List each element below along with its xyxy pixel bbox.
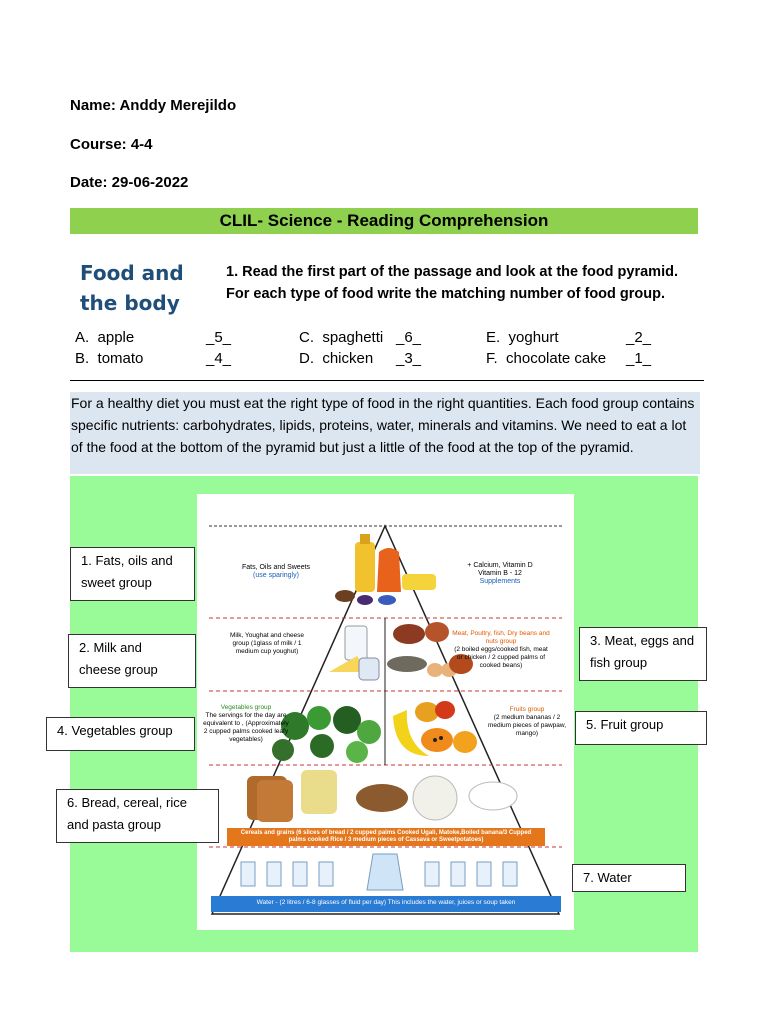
- oil-bottle-shape: [355, 542, 375, 592]
- supplements-label: + Calcium, Vitamin D Vitamin B - 12 Supplements: [467, 562, 533, 585]
- fats-label: Fats, Oils and Sweets (use sparingly): [241, 564, 311, 579]
- logo-line-2: the body: [80, 291, 180, 315]
- section-banner: CLIL- Science - Reading Comprehension: [70, 208, 698, 234]
- answer-f-value: _1_: [626, 350, 652, 367]
- instruction: 1. Read the first part of the passage and look at the food pyramid. For each type of food write the matching number of food group.: [226, 264, 678, 302]
- answer-d-value: _3_: [396, 350, 422, 367]
- milk-label: Milk, Youghat and cheese group (1glass of milk / 1 medium cup youghut): [229, 632, 305, 655]
- answer-a-value: _5_: [206, 329, 232, 346]
- label-water-group: 7. Water: [572, 864, 686, 892]
- cereals-label: Cereals and grains (6 slices of bread / 2 cupped palms Cooked Ugali, Matoke,Boiled banana/3 Cupped palms cooked Rice / 3 medium pieces of Cassava or Sweetpotatoes): [240, 830, 532, 843]
- label-bread-group: 6. Bread, cereal, rice and pasta group: [56, 789, 219, 843]
- water-jug-shape: [367, 854, 403, 890]
- answer-f: F. chocolate cake: [486, 350, 607, 367]
- answer-e-value: _2_: [626, 329, 652, 346]
- answer-b: B. tomato: [75, 350, 144, 367]
- banana-bunch-shape: [301, 770, 337, 814]
- soda-bottle-shape: [377, 548, 401, 592]
- label-fats-group: 1. Fats, oils and sweet group: [70, 547, 195, 601]
- student-name: Name: Anddy Merejildo: [70, 97, 237, 114]
- milk-glass-shape: [345, 626, 367, 660]
- label-meat-group: 3. Meat, eggs and fish group: [579, 627, 707, 681]
- meat-label: Meat, Poultry, fish, Dry beans and nuts group (2 boiled eggs/cooked fish, meat or chicken / 2 cupped palms of cooked beans): [452, 630, 550, 669]
- rice-bowl-shape: [469, 782, 517, 810]
- divider-line: [70, 380, 704, 381]
- course: Course: 4-4: [70, 136, 153, 153]
- ugali-shape: [413, 776, 457, 820]
- answer-c-value: _6_: [396, 329, 422, 346]
- answer-b-value: _4_: [206, 350, 232, 367]
- answer-e: E. yoghurt: [486, 329, 559, 346]
- vegetables-label: Vegetables group The servings for the day are equivalent to , (Approximately 2 cupped palms cooked leafy vegetables): [203, 704, 289, 743]
- logo-line-1: Food and: [80, 261, 184, 285]
- fish-shape: [387, 656, 427, 672]
- food-pyramid-image: [197, 494, 574, 930]
- label-milk-group: 2. Milk and cheese group: [68, 634, 196, 688]
- food-and-body-logo: [80, 258, 215, 318]
- label-fruit-group: 5. Fruit group: [575, 711, 707, 745]
- reading-passage: For a healthy diet you must eat the right type of food in the right quantities. Each food group contains specific nutrients: carbohydrates, lipids, proteins, water, minerals and vitamins. We need to eat a lot of the food at the bottom of the pyramid but just a little of the food at the top of the pyramid.: [70, 392, 700, 474]
- answer-d: D. chicken: [299, 350, 374, 367]
- label-vegetables-group: 4. Vegetables group: [46, 717, 195, 751]
- butter-tub-shape: [402, 574, 436, 590]
- egg-shape: [427, 663, 443, 677]
- meat-shape: [393, 624, 425, 644]
- answer-c: C. spaghetti: [299, 329, 384, 346]
- fruits-label: Fruits group (2 medium bananas / 2 medium pieces of pawpaw, mango): [487, 706, 567, 737]
- answer-a: A. apple: [75, 329, 135, 346]
- water-label: Water - (2 litres / 6-8 glasses of fluid per day) This includes the water, juices or soup taken: [256, 899, 516, 906]
- cassava-shape: [356, 784, 408, 812]
- date: Date: 29-06-2022: [70, 174, 189, 191]
